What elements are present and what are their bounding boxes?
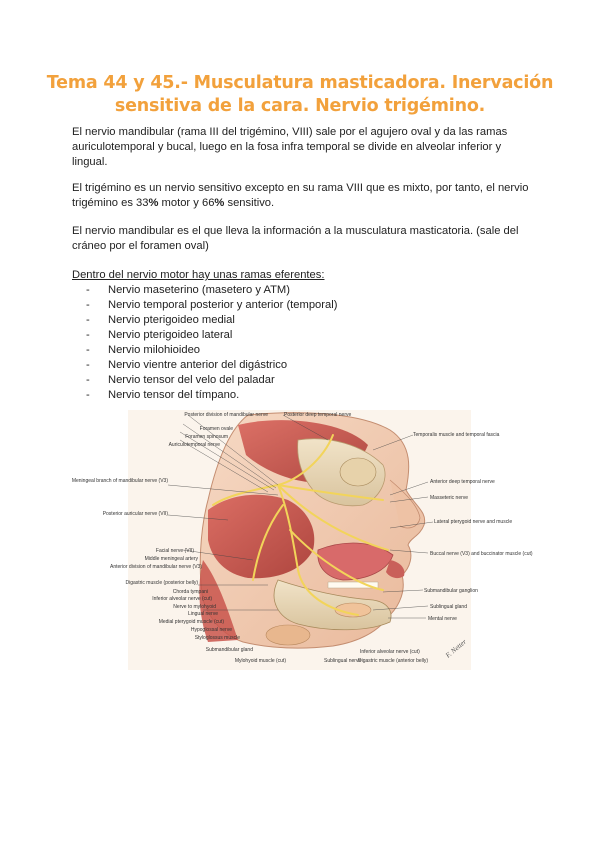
figure-label: Lateral pterygoid nerve and muscle (434, 519, 513, 525)
figure-label: Mylohyoid muscle (cut) (234, 658, 286, 664)
list-item-text: Nervio milohioideo (108, 344, 201, 356)
figure-label: Submandibular gland (205, 647, 253, 653)
list-item-text: Nervio pterigoideo medial (108, 314, 235, 326)
bullet-dash: - (86, 389, 90, 401)
figure-label: Submandibular ganglion (424, 588, 478, 594)
list-item-text: Nervio tensor del tímpano. (108, 389, 240, 401)
pterygoid-muscles (208, 495, 314, 578)
efferent-branches-list (86, 283, 337, 403)
figure-label: Hypoglossal nerve (190, 627, 232, 633)
list-item (86, 298, 337, 313)
figure-label: Inferior alveolar nerve (cut) (360, 649, 420, 655)
bullet-dash: - (86, 329, 90, 341)
figure-label: Middle meningeal artery (144, 556, 198, 562)
paragraph-mandibular-nerve: El nervio mandibular (rama III del trigémino, VIII) sale por el agujero oval y da las ramas auriculotemporal y bucal, luego en la fosa infra temporal se divide en alveolar inferior y lingual. (72, 126, 508, 168)
figure-label: Inferior alveolar nerve (cut) (152, 596, 212, 602)
list-item (86, 388, 337, 403)
figure-label: Nerve to mylohyoid (173, 604, 216, 610)
list-item-text: Nervio pterigoideo lateral (108, 329, 233, 341)
figure-label: Lingual nerve (187, 611, 218, 617)
trigeminal-nerve-illustration (71, 410, 533, 670)
list-heading: Dentro del nervio motor hay unas ramas eferentes: (72, 269, 325, 281)
figure-label: Anterior division of mandibular nerve (V3) (110, 564, 202, 570)
orbit (340, 458, 376, 486)
paragraph-trigeminal-prefix: El trigémino es un nervio sensitivo excepto en su rama VIII que es mixto, por tanto, el nervio trigémino es 33 (72, 182, 529, 209)
figure-label: Foramen spinosum (185, 434, 228, 440)
page-title: Tema 44 y 45.- Musculatura masticadora. Inervación sensitiva de la cara. Nervio trigémino. (46, 73, 554, 116)
figure-label: Mental nerve (428, 616, 457, 622)
figure-label: Posterior auricular nerve (VII) (102, 511, 168, 517)
list-item-text: Nervio maseterino (masetero y ATM) (108, 284, 290, 296)
figure-label: Posterior division of mandibular nerve (184, 412, 268, 418)
figure-label: Medial pterygoid muscle (cut) (158, 619, 224, 625)
figure-label: Meningeal branch of mandibular nerve (V3) (71, 478, 168, 484)
bullet-dash: - (86, 359, 90, 371)
list-item (86, 283, 337, 298)
list-item-text: Nervio vientre anterior del digástrico (108, 359, 288, 371)
figure-label: Auriculotemporal nerve (168, 442, 220, 448)
figure-label: Posterior deep temporal nerve (284, 412, 352, 418)
figure-label: Sublingual gland (430, 604, 467, 610)
list-item (86, 343, 337, 358)
figure-label: Buccal nerve (V3) and buccinator muscle (cut) (430, 551, 533, 557)
figure-label: Facial nerve (VII) (155, 548, 194, 554)
percent-sign: % (214, 197, 225, 209)
figure-label: Anterior deep temporal nerve (430, 479, 495, 485)
list-item-text: Nervio tensor del velo del paladar (108, 374, 275, 386)
figure-label: Temporalis muscle and temporal fascia (413, 432, 500, 438)
figure-label: Chorda tympani (172, 589, 208, 595)
figure-label: Masseteric nerve (430, 495, 469, 501)
anatomical-illustration (71, 410, 533, 670)
paragraph-trigeminal (72, 181, 532, 211)
list-item (86, 373, 337, 388)
bullet-dash: - (86, 314, 90, 326)
submandibular-gland (266, 625, 310, 645)
bullet-dash: - (86, 344, 90, 356)
list-item (86, 328, 337, 343)
figure-label: Foramen ovale (199, 426, 233, 432)
bullet-dash: - (86, 284, 90, 296)
list-item (86, 313, 337, 328)
paragraph-masticatory: El nervio mandibular es el que lleva la información a la musculatura masticatoria. (sale del cráneo por el foramen oval) (72, 225, 519, 252)
signature-text: F. Netter (444, 637, 468, 660)
bullet-dash: - (86, 299, 90, 311)
figure-label: Styloglossus muscle (194, 635, 240, 641)
figure-label: Digastric muscle (anterior belly) (358, 658, 429, 664)
figure-label: Digastric muscle (posterior belly) (125, 580, 198, 586)
paragraph-trigeminal-middle: motor y 66 (158, 197, 215, 209)
percent-sign: % (148, 197, 159, 209)
bullet-dash: - (86, 374, 90, 386)
list-item (86, 358, 337, 373)
paragraph-trigeminal-suffix: sensitivo. (224, 197, 275, 209)
list-item-text: Nervio temporal posterior y anterior (temporal) (108, 299, 338, 311)
figure-label: Sublingual nerve (324, 658, 362, 664)
